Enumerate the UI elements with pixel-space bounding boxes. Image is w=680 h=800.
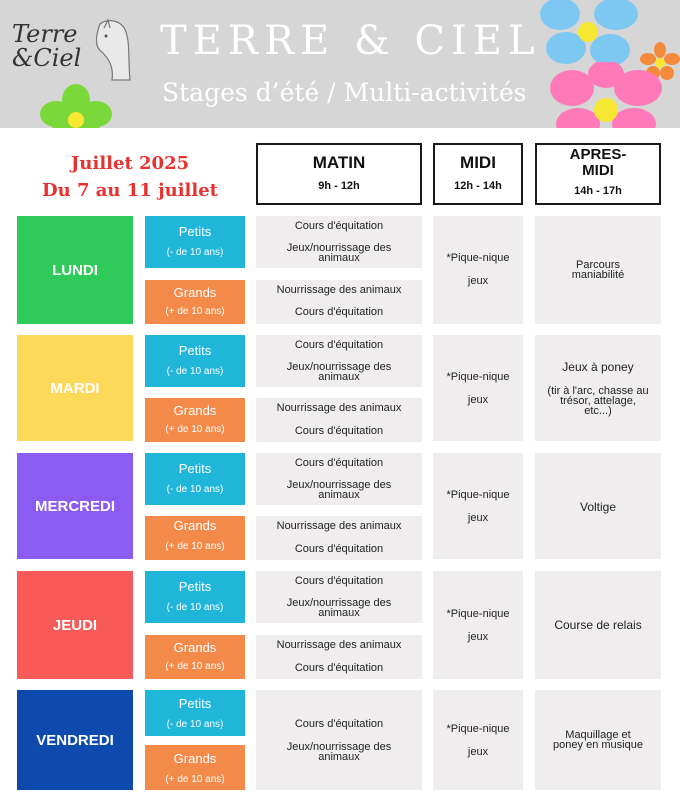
activity-line: jeux [467,512,489,524]
matin-petits-cell [256,571,422,623]
activity-line: jeux [467,631,489,643]
group-age: (- de 10 ans) [166,366,224,377]
activity-line: Cours d'équitation [294,457,384,469]
activity-line: Cours d'équitation [294,220,384,232]
group-label: Petits [178,224,212,239]
activity-line: jeux [467,746,489,758]
activity-line: Cours d'équitation [294,425,384,437]
day-label-jeudi: JEUDI [17,571,133,679]
matin-petits-cell [256,216,422,268]
activity-line: animaux [318,371,360,383]
pink-flower-icon [548,62,668,128]
month-label: Juillet 2025 [70,153,190,174]
group-age: (+ de 10 ans) [165,774,225,785]
activity-line: Jeux à poney [562,360,634,374]
logo [12,22,81,70]
day-label-mardi: MARDI [17,335,133,441]
activity-line: jeux [467,275,489,287]
group-age: (+ de 10 ans) [165,306,225,317]
activity-line: Voltige [579,500,617,514]
activity-line: Jeux/nourrissage des [286,479,392,491]
activity-line: *Pique-nique [446,489,510,501]
activity-line: animaux [318,751,360,763]
day-label-vendredi: VENDREDI [17,690,133,790]
group-age: (- de 10 ans) [166,602,224,613]
group-label: Grands [173,640,217,655]
day-label-lundi: LUNDI [17,216,133,324]
activity-line: Cours d'équitation [294,543,384,555]
apres-midi-cell [535,216,661,324]
activity-line: Cours d'équitation [294,718,384,730]
midi-cell [433,216,523,324]
apres-midi-cell [535,690,661,790]
apres-midi-cell [535,453,661,559]
logo-line-2: &Ciel [12,44,82,72]
group-grands [145,635,245,679]
group-label: Petits [178,461,212,476]
group-label: Grands [173,285,217,300]
midi-cell [433,453,523,559]
group-grands [145,516,245,560]
page-title: TERRE & CIEL [160,18,541,64]
activity-line: animaux [318,607,360,619]
activity-line: trésor, attelage, [560,395,636,407]
activity-line: *Pique-nique [446,252,510,264]
group-petits [145,690,245,736]
column-header-apres-midi [535,143,661,205]
activity-line: Maquillage et [565,729,631,741]
activity-line: Cours d'équitation [294,306,384,318]
midi-cell [433,571,523,679]
blue-flower-icon [540,0,640,70]
column-title: APRES-MIDI [569,146,627,179]
activity-line: *Pique-nique [446,371,510,383]
activity-line: poney en musique [553,739,643,751]
activity-line: etc...) [584,405,612,417]
group-label: Petits [178,343,212,358]
column-title: MATIN [312,153,366,172]
group-grands [145,398,245,442]
green-flower-icon [36,82,116,128]
group-age: (+ de 10 ans) [165,424,225,435]
group-label: Petits [178,579,212,594]
group-label: Grands [173,518,217,533]
midi-cell [433,690,523,790]
group-petits [145,335,245,387]
activity-line: Jeux/nourrissage des [286,361,392,373]
group-age: (- de 10 ans) [166,247,224,258]
activity-line: Cours d'équitation [294,575,384,587]
period-label [20,150,240,204]
matin-petits-cell [256,453,422,505]
activity-line: Cours d'équitation [294,662,384,674]
activity-line: animaux [318,489,360,501]
activity-line: Nourrissage des animaux [276,520,402,532]
matin-grands-cell [256,398,422,442]
matin-petits-cell [256,335,422,387]
activity-line: Jeux/nourrissage des [286,597,392,609]
activity-line: *Pique-nique [446,608,510,620]
group-label: Grands [173,751,217,766]
group-label: Grands [173,403,217,418]
group-petits [145,453,245,505]
activity-line: Nourrissage des animaux [276,402,402,414]
activity-line: Jeux/nourrissage des [286,741,392,753]
activity-line: maniabilité [571,269,625,281]
group-age: (+ de 10 ans) [165,661,225,672]
group-age: (- de 10 ans) [166,719,224,730]
group-grands [145,280,245,324]
header-banner [0,0,680,128]
activity-line: Cours d'équitation [294,339,384,351]
column-time: 14h - 17h [574,185,622,197]
activity-line: Parcours [575,259,621,271]
activity-line: (tir à l'arc, chasse au [547,385,649,397]
activity-line: Course de relais [554,618,642,632]
activity-line: Nourrissage des animaux [276,284,402,296]
column-header-midi [433,143,523,205]
column-title: MIDI [460,153,496,172]
column-header-matin [256,143,422,205]
group-petits [145,571,245,623]
activity-line: animaux [318,252,360,264]
matin-grands-cell [256,516,422,560]
day-label-mercredi: MERCREDI [17,453,133,559]
activity-line: Jeux/nourrissage des [286,242,392,254]
group-age: (+ de 10 ans) [165,541,225,552]
apres-midi-cell [535,335,661,441]
logo-line-1: Terre [12,20,78,48]
midi-cell [433,335,523,441]
matin-cell [256,690,422,790]
matin-grands-cell [256,635,422,679]
column-time: 9h - 12h [318,180,360,192]
group-age: (- de 10 ans) [166,484,224,495]
activity-line: Nourrissage des animaux [276,639,402,651]
matin-grands-cell [256,280,422,324]
column-time: 12h - 14h [454,180,502,192]
activity-line: jeux [467,394,489,406]
horse-head-icon [92,18,134,82]
apres-midi-cell [535,571,661,679]
activity-line: *Pique-nique [446,723,510,735]
group-label: Petits [178,696,212,711]
page-subtitle: Stages d’été / Multi-activités [162,78,527,107]
group-grands [145,745,245,790]
dates-label: Du 7 au 11 juillet [42,180,218,201]
group-petits [145,216,245,268]
